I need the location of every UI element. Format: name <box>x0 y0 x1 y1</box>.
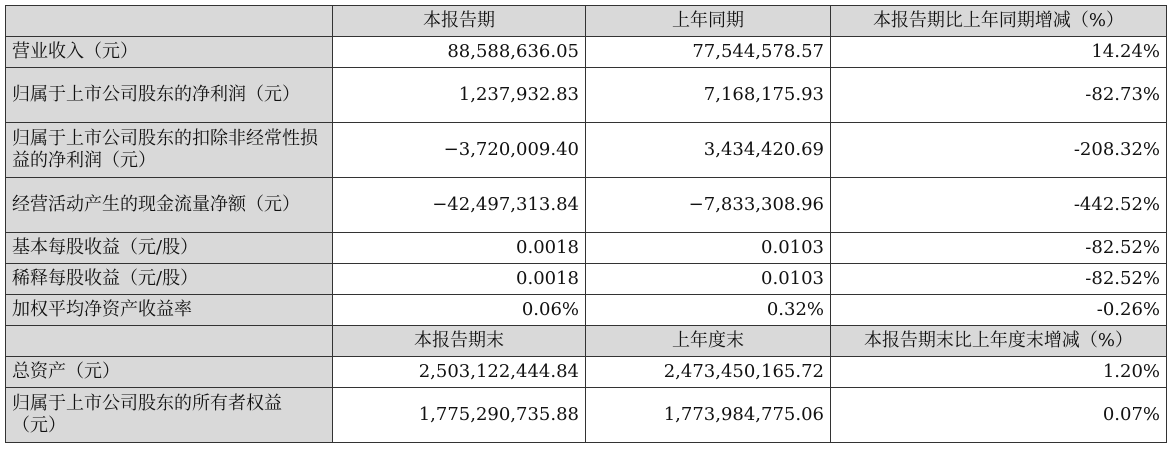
table-row <box>6 295 1167 326</box>
cell-change: -82.52% <box>831 233 1167 264</box>
table-row <box>6 123 1167 178</box>
cell-change: 1.20% <box>831 357 1167 388</box>
header-current-period-end: 本报告期末 <box>333 326 586 357</box>
row-label-weighted-roe: 加权平均净资产收益率 <box>6 295 333 326</box>
table-row <box>6 233 1167 264</box>
header-prior-year-end: 上年度末 <box>586 326 831 357</box>
table-row <box>6 388 1167 443</box>
header-blank-cell <box>6 6 333 37</box>
row-label-basic-eps: 基本每股收益（元/股） <box>6 233 333 264</box>
cell-current: 88,588,636.05 <box>333 37 586 68</box>
header-prior-period: 上年同期 <box>586 6 831 37</box>
row-label-net-profit: 归属于上市公司股东的净利润（元） <box>6 68 333 123</box>
cell-current: 0.0018 <box>333 264 586 295</box>
table-row <box>6 357 1167 388</box>
header-current-period: 本报告期 <box>333 6 586 37</box>
cell-prior: 0.32% <box>586 295 831 326</box>
cell-current: −42,497,313.84 <box>333 178 586 233</box>
row-label-operating-cash-flow: 经营活动产生的现金流量净额（元） <box>6 178 333 233</box>
cell-current: 1,237,932.83 <box>333 68 586 123</box>
cell-prior: 0.0103 <box>586 233 831 264</box>
cell-prior: 1,773,984,775.06 <box>586 388 831 443</box>
header-blank-cell <box>6 326 333 357</box>
header-period-end-change: 本报告期末比上年度末增减（%） <box>831 326 1167 357</box>
row-label-shareholders-equity: 归属于上市公司股东的所有者权益（元） <box>6 388 333 443</box>
cell-current: 1,775,290,735.88 <box>333 388 586 443</box>
row-label-diluted-eps: 稀释每股收益（元/股） <box>6 264 333 295</box>
header-period-change: 本报告期比上年同期增减（%） <box>831 6 1167 37</box>
cell-prior: 3,434,420.69 <box>586 123 831 178</box>
cell-current: 0.06% <box>333 295 586 326</box>
cell-prior: 0.0103 <box>586 264 831 295</box>
row-label-net-profit-excl-nonrecurring: 归属于上市公司股东的扣除非经常性损益的净利润（元） <box>6 123 333 178</box>
cell-current: 0.0018 <box>333 233 586 264</box>
financial-summary-table <box>5 5 1167 443</box>
cell-prior: 7,168,175.93 <box>586 68 831 123</box>
cell-prior: −7,833,308.96 <box>586 178 831 233</box>
row-label-revenue: 营业收入（元） <box>6 37 333 68</box>
table-row <box>6 264 1167 295</box>
cell-prior: 77,544,578.57 <box>586 37 831 68</box>
cell-change: -442.52% <box>831 178 1167 233</box>
header-row-period <box>6 6 1167 37</box>
table-row <box>6 37 1167 68</box>
cell-change: 14.24% <box>831 37 1167 68</box>
header-row-period-end <box>6 326 1167 357</box>
cell-prior: 2,473,450,165.72 <box>586 357 831 388</box>
cell-current: 2,503,122,444.84 <box>333 357 586 388</box>
cell-change: -208.32% <box>831 123 1167 178</box>
cell-change: -0.26% <box>831 295 1167 326</box>
cell-change: -82.73% <box>831 68 1167 123</box>
cell-change: 0.07% <box>831 388 1167 443</box>
cell-current: −3,720,009.40 <box>333 123 586 178</box>
row-label-total-assets: 总资产（元） <box>6 357 333 388</box>
table-row <box>6 178 1167 233</box>
cell-change: -82.52% <box>831 264 1167 295</box>
table-row <box>6 68 1167 123</box>
